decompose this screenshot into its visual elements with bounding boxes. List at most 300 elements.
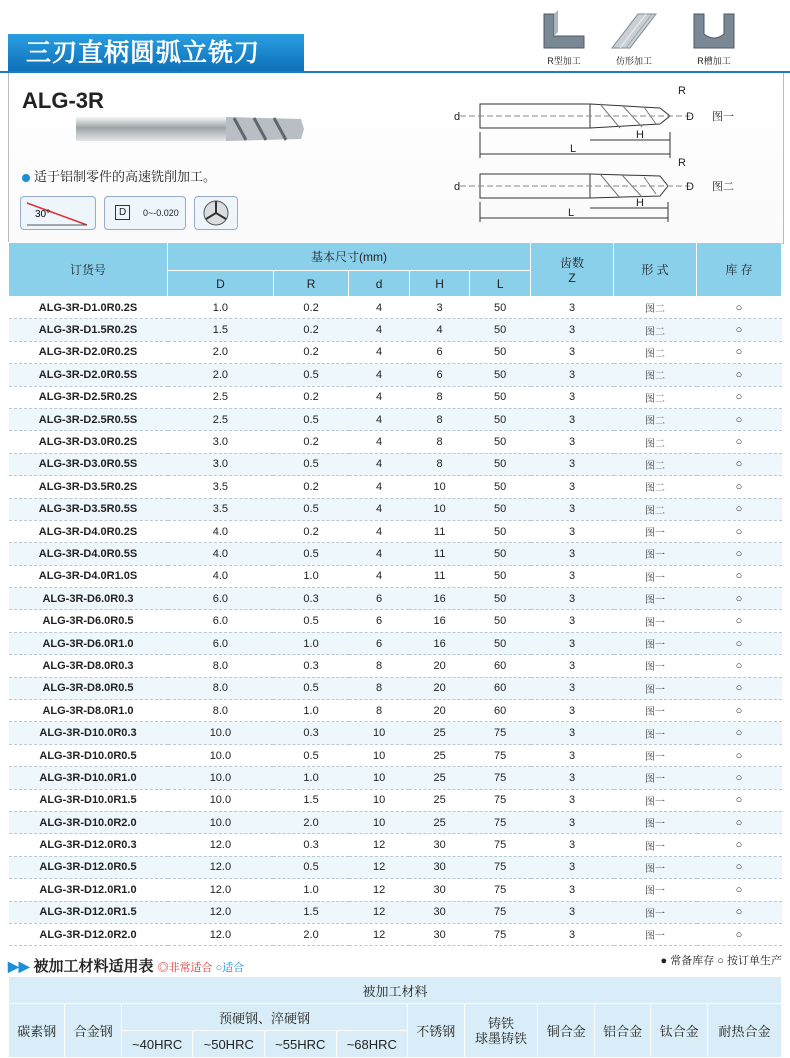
cell-dim-H: 30 — [409, 879, 470, 901]
table-row — [9, 655, 782, 677]
dim-d: d — [454, 111, 461, 123]
cell-dim-d: 4 — [349, 297, 410, 319]
cell-dim-D: 8.0 — [168, 655, 274, 677]
cell-form: 图一 — [614, 767, 697, 789]
dim-L: L — [570, 143, 577, 155]
materials-table — [8, 976, 782, 1058]
cell-stock: ○ — [697, 297, 782, 319]
cell-form: 图一 — [614, 901, 697, 923]
cell-dim-L: 60 — [470, 677, 531, 699]
cell-dim-d: 4 — [349, 543, 410, 565]
cell-flutes: 3 — [531, 923, 614, 945]
cell-dim-d: 6 — [349, 588, 410, 610]
helix-angle-value: 30° — [35, 209, 51, 220]
cell-stock: ○ — [697, 767, 782, 789]
cell-dim-D: 4.0 — [168, 543, 274, 565]
cell-order-code: ALG-3R-D2.0R0.2S — [9, 341, 168, 363]
figure-1-label: 图一 — [712, 111, 734, 123]
cell-dim-R: 1.0 — [273, 565, 349, 587]
cell-order-code: ALG-3R-D12.0R0.5 — [9, 856, 168, 878]
cell-dim-D: 4.0 — [168, 565, 274, 587]
dim-L-2: L — [568, 207, 575, 219]
cell-stock: ○ — [697, 834, 782, 856]
cell-dim-R: 0.5 — [273, 453, 349, 475]
cell-dim-L: 50 — [470, 319, 531, 341]
operation-r-groove — [686, 10, 742, 67]
cell-flutes: 3 — [531, 408, 614, 430]
cell-dim-d: 12 — [349, 856, 410, 878]
cell-form: 图一 — [614, 700, 697, 722]
cell-form: 图一 — [614, 632, 697, 654]
cell-dim-R: 0.2 — [273, 386, 349, 408]
cell-dim-R: 0.5 — [273, 856, 349, 878]
cell-dim-H: 8 — [409, 431, 470, 453]
cell-dim-H: 20 — [409, 700, 470, 722]
mat-col-carbon-steel: 碳素钢 — [9, 1004, 65, 1058]
cell-form: 图一 — [614, 610, 697, 632]
cell-form: 图一 — [614, 834, 697, 856]
cell-flutes: 3 — [531, 341, 614, 363]
cell-order-code: ALG-3R-D4.0R1.0S — [9, 565, 168, 587]
cell-flutes: 3 — [531, 364, 614, 386]
cell-form: 图一 — [614, 677, 697, 699]
cell-dim-H: 8 — [409, 453, 470, 475]
cell-form: 图二 — [614, 408, 697, 430]
dim-r: R — [678, 85, 686, 97]
cell-dim-H: 3 — [409, 297, 470, 319]
cell-form: 图一 — [614, 722, 697, 744]
cell-dim-d: 8 — [349, 700, 410, 722]
table-row — [9, 789, 782, 811]
cell-dim-D: 12.0 — [168, 856, 274, 878]
cell-dim-L: 75 — [470, 856, 531, 878]
cell-dim-L: 75 — [470, 879, 531, 901]
cell-dim-H: 8 — [409, 408, 470, 430]
cell-dim-R: 0.2 — [273, 520, 349, 542]
cell-flutes: 3 — [531, 677, 614, 699]
cell-dim-L: 50 — [470, 341, 531, 363]
cell-dim-L: 75 — [470, 767, 531, 789]
cell-stock: ○ — [697, 319, 782, 341]
cell-dim-L: 50 — [470, 364, 531, 386]
cell-stock: ○ — [697, 341, 782, 363]
table-row — [9, 901, 782, 923]
table-row — [9, 744, 782, 766]
mat-col-hardened-steel: 预硬钢、淬硬钢 — [121, 1004, 407, 1031]
three-flute-icon — [195, 197, 237, 229]
cell-dim-H: 25 — [409, 767, 470, 789]
cell-dim-D: 8.0 — [168, 677, 274, 699]
dim-H-2: H — [636, 197, 644, 209]
bullet-icon — [22, 174, 30, 182]
table-row — [9, 632, 782, 654]
cell-dim-L: 50 — [470, 386, 531, 408]
table-row — [9, 722, 782, 744]
cell-dim-H: 30 — [409, 856, 470, 878]
cell-form: 图一 — [614, 565, 697, 587]
cell-form: 图一 — [614, 789, 697, 811]
cell-form: 图二 — [614, 319, 697, 341]
cell-dim-H: 6 — [409, 364, 470, 386]
cell-order-code: ALG-3R-D10.0R2.0 — [9, 811, 168, 833]
cell-dim-L: 50 — [470, 297, 531, 319]
cell-dim-D: 4.0 — [168, 520, 274, 542]
cell-order-code: ALG-3R-D3.5R0.5S — [9, 498, 168, 520]
tolerance-value: 0~-0.020 — [143, 208, 179, 218]
cell-stock: ○ — [697, 811, 782, 833]
cell-order-code: ALG-3R-D2.5R0.5S — [9, 408, 168, 430]
cell-form: 图一 — [614, 543, 697, 565]
cell-dim-R: 1.0 — [273, 700, 349, 722]
cell-form: 图一 — [614, 811, 697, 833]
cell-order-code: ALG-3R-D6.0R1.0 — [9, 632, 168, 654]
cell-dim-D: 3.0 — [168, 431, 274, 453]
cell-order-code: ALG-3R-D4.0R0.5S — [9, 543, 168, 565]
cell-dim-D: 12.0 — [168, 901, 274, 923]
table-row — [9, 341, 782, 363]
cell-flutes: 3 — [531, 453, 614, 475]
materials-section-title — [8, 955, 244, 976]
cell-dim-H: 25 — [409, 811, 470, 833]
cell-dim-d: 4 — [349, 364, 410, 386]
end-mill-image — [76, 113, 306, 145]
stock-legend: ● 常备库存 ○ 按订单生产 — [660, 955, 782, 967]
cell-dim-H: 25 — [409, 789, 470, 811]
cell-flutes: 3 — [531, 565, 614, 587]
table-row — [9, 408, 782, 430]
cell-dim-D: 10.0 — [168, 811, 274, 833]
cell-flutes: 3 — [531, 386, 614, 408]
cell-dim-L: 50 — [470, 588, 531, 610]
legend-very-suitable: ◎非常适合 — [157, 962, 213, 974]
cell-stock: ○ — [697, 408, 782, 430]
cell-dim-R: 0.2 — [273, 476, 349, 498]
cell-dim-d: 4 — [349, 453, 410, 475]
cell-dim-D: 2.5 — [168, 408, 274, 430]
cell-order-code: ALG-3R-D1.5R0.2S — [9, 319, 168, 341]
cell-dim-H: 10 — [409, 476, 470, 498]
cell-order-code: ALG-3R-D8.0R0.3 — [9, 655, 168, 677]
cell-stock: ○ — [697, 632, 782, 654]
cell-dim-D: 1.5 — [168, 319, 274, 341]
cell-dim-d: 4 — [349, 520, 410, 542]
cell-form: 图二 — [614, 498, 697, 520]
cell-flutes: 3 — [531, 520, 614, 542]
cell-dim-R: 1.5 — [273, 789, 349, 811]
cell-dim-H: 16 — [409, 632, 470, 654]
cell-order-code: ALG-3R-D2.0R0.5S — [9, 364, 168, 386]
mat-col-alloy-steel: 合金钢 — [65, 1004, 121, 1058]
cell-stock: ○ — [697, 364, 782, 386]
cell-dim-D: 6.0 — [168, 610, 274, 632]
table-row — [9, 588, 782, 610]
dim-H: H — [636, 129, 644, 141]
cell-stock: ○ — [697, 722, 782, 744]
cell-stock: ○ — [697, 498, 782, 520]
legend-suitable: ○适合 — [215, 962, 245, 974]
cell-flutes: 3 — [531, 901, 614, 923]
cell-dim-d: 12 — [349, 834, 410, 856]
cell-order-code: ALG-3R-D12.0R1.5 — [9, 901, 168, 923]
cell-flutes: 3 — [531, 319, 614, 341]
spec-table — [8, 242, 782, 946]
dim-r-2: R — [678, 157, 686, 169]
cell-stock: ○ — [697, 565, 782, 587]
cell-dim-d: 12 — [349, 923, 410, 945]
cell-dim-L: 50 — [470, 408, 531, 430]
figure-2-label: 图二 — [712, 181, 734, 193]
cell-dim-D: 3.0 — [168, 453, 274, 475]
cell-stock: ○ — [697, 901, 782, 923]
cell-dim-L: 50 — [470, 610, 531, 632]
cell-dim-L: 50 — [470, 431, 531, 453]
cell-dim-D: 3.5 — [168, 498, 274, 520]
operation-r-profile — [536, 10, 592, 67]
table-row — [9, 677, 782, 699]
cell-stock: ○ — [697, 520, 782, 542]
cell-dim-L: 50 — [470, 543, 531, 565]
cell-flutes: 3 — [531, 588, 614, 610]
cell-flutes: 3 — [531, 431, 614, 453]
table-row — [9, 386, 782, 408]
cell-flutes: 3 — [531, 767, 614, 789]
cell-dim-H: 25 — [409, 744, 470, 766]
table-row — [9, 364, 782, 386]
cell-dim-d: 4 — [349, 408, 410, 430]
table-row — [9, 297, 782, 319]
table-row — [9, 498, 782, 520]
cell-order-code: ALG-3R-D12.0R1.0 — [9, 879, 168, 901]
cell-dim-R: 1.0 — [273, 767, 349, 789]
double-arrow-icon: ▶▶ — [8, 958, 30, 974]
cell-dim-D: 2.5 — [168, 386, 274, 408]
header-stock: 库 存 — [697, 243, 782, 297]
feature-text — [22, 166, 216, 185]
helix-angle-badge — [20, 196, 96, 230]
technical-drawing — [450, 82, 750, 232]
cell-order-code: ALG-3R-D12.0R0.3 — [9, 834, 168, 856]
table-row — [9, 879, 782, 901]
cell-form: 图二 — [614, 364, 697, 386]
tolerance-d-label: D — [115, 205, 130, 220]
cell-flutes: 3 — [531, 856, 614, 878]
cell-order-code: ALG-3R-D10.0R0.5 — [9, 744, 168, 766]
cell-form: 图二 — [614, 476, 697, 498]
cell-dim-R: 0.2 — [273, 319, 349, 341]
cell-form: 图二 — [614, 297, 697, 319]
cell-flutes: 3 — [531, 834, 614, 856]
cell-dim-D: 12.0 — [168, 923, 274, 945]
cell-dim-d: 6 — [349, 610, 410, 632]
cell-dim-H: 8 — [409, 386, 470, 408]
table-row — [9, 453, 782, 475]
cell-dim-d: 4 — [349, 341, 410, 363]
cell-flutes: 3 — [531, 879, 614, 901]
dim-D: D — [686, 111, 694, 123]
cell-dim-D: 1.0 — [168, 297, 274, 319]
operation-icons — [536, 10, 786, 70]
cell-flutes: 3 — [531, 744, 614, 766]
cell-form: 图一 — [614, 655, 697, 677]
table-row — [9, 319, 782, 341]
cell-flutes: 3 — [531, 610, 614, 632]
cell-stock: ○ — [697, 431, 782, 453]
cell-dim-R: 0.5 — [273, 498, 349, 520]
cell-dim-R: 0.3 — [273, 655, 349, 677]
mat-col-heat-resistant: 耐热合金 — [707, 1004, 781, 1058]
cell-dim-H: 30 — [409, 923, 470, 945]
cell-dim-L: 50 — [470, 476, 531, 498]
cell-dim-R: 0.5 — [273, 610, 349, 632]
cell-dim-R: 0.3 — [273, 588, 349, 610]
cell-dim-d: 12 — [349, 879, 410, 901]
cell-dim-R: 0.2 — [273, 297, 349, 319]
header-dim-d: d — [349, 271, 410, 297]
table-row — [9, 834, 782, 856]
cell-form: 图一 — [614, 856, 697, 878]
tolerance-badge — [104, 196, 186, 230]
hrc-50: ~50HRC — [193, 1031, 265, 1058]
cell-dim-d: 10 — [349, 789, 410, 811]
cell-dim-H: 10 — [409, 498, 470, 520]
cell-dim-d: 10 — [349, 811, 410, 833]
model-name: ALG-3R — [22, 88, 104, 113]
cell-order-code: ALG-3R-D1.0R0.2S — [9, 297, 168, 319]
header-dim-R: R — [273, 271, 349, 297]
cell-dim-R: 2.0 — [273, 811, 349, 833]
cell-dim-R: 1.0 — [273, 879, 349, 901]
cell-stock: ○ — [697, 543, 782, 565]
cell-dim-R: 0.2 — [273, 341, 349, 363]
cell-dim-L: 75 — [470, 834, 531, 856]
operation-label: R型加工 — [547, 56, 581, 66]
cell-dim-D: 6.0 — [168, 632, 274, 654]
cell-dim-d: 4 — [349, 565, 410, 587]
table-row — [9, 856, 782, 878]
cell-dim-L: 60 — [470, 655, 531, 677]
flute-badge — [194, 196, 238, 230]
cell-dim-D: 2.0 — [168, 341, 274, 363]
cell-order-code: ALG-3R-D6.0R0.3 — [9, 588, 168, 610]
cell-dim-d: 4 — [349, 431, 410, 453]
cell-dim-L: 50 — [470, 520, 531, 542]
cell-stock: ○ — [697, 476, 782, 498]
cell-stock: ○ — [697, 453, 782, 475]
cell-dim-R: 0.5 — [273, 364, 349, 386]
cell-stock: ○ — [697, 610, 782, 632]
header-basic-dims: 基本尺寸(mm) — [168, 243, 531, 271]
cell-form: 图一 — [614, 744, 697, 766]
cell-dim-R: 0.3 — [273, 834, 349, 856]
cell-dim-R: 0.5 — [273, 744, 349, 766]
cell-flutes: 3 — [531, 789, 614, 811]
table-row — [9, 610, 782, 632]
cell-stock: ○ — [697, 744, 782, 766]
cell-flutes: 3 — [531, 700, 614, 722]
cell-dim-d: 8 — [349, 677, 410, 699]
cell-order-code: ALG-3R-D12.0R2.0 — [9, 923, 168, 945]
cell-dim-R: 0.3 — [273, 722, 349, 744]
cell-stock: ○ — [697, 588, 782, 610]
cell-dim-H: 11 — [409, 565, 470, 587]
cell-dim-D: 12.0 — [168, 834, 274, 856]
cell-order-code: ALG-3R-D4.0R0.2S — [9, 520, 168, 542]
header-dim-H: H — [409, 271, 470, 297]
r-groove-icon — [690, 10, 738, 50]
cell-dim-D: 10.0 — [168, 789, 274, 811]
cell-dim-D: 12.0 — [168, 879, 274, 901]
mat-col-cast-iron: 铸铁 球墨铸铁 — [464, 1004, 538, 1058]
cell-order-code: ALG-3R-D3.5R0.2S — [9, 476, 168, 498]
cell-order-code: ALG-3R-D8.0R0.5 — [9, 677, 168, 699]
feature-label: 适于铝制零件的高速铣削加工。 — [34, 169, 217, 184]
table-row — [9, 700, 782, 722]
hrc-68: ~68HRC — [336, 1031, 408, 1058]
cell-form: 图一 — [614, 879, 697, 901]
cell-dim-d: 6 — [349, 632, 410, 654]
cell-dim-d: 8 — [349, 655, 410, 677]
cell-dim-R: 0.5 — [273, 543, 349, 565]
cell-dim-H: 11 — [409, 543, 470, 565]
header-flutes-label: 齿数 — [559, 256, 584, 270]
cell-flutes: 3 — [531, 476, 614, 498]
table-row — [9, 476, 782, 498]
cell-stock: ○ — [697, 700, 782, 722]
cell-dim-d: 4 — [349, 476, 410, 498]
cell-order-code: ALG-3R-D10.0R1.5 — [9, 789, 168, 811]
cell-dim-H: 4 — [409, 319, 470, 341]
cell-flutes: 3 — [531, 722, 614, 744]
cell-dim-H: 25 — [409, 722, 470, 744]
cell-order-code: ALG-3R-D8.0R1.0 — [9, 700, 168, 722]
cell-stock: ○ — [697, 856, 782, 878]
cell-dim-d: 10 — [349, 744, 410, 766]
cell-flutes: 3 — [531, 655, 614, 677]
cell-order-code: ALG-3R-D10.0R0.3 — [9, 722, 168, 744]
cell-flutes: 3 — [531, 543, 614, 565]
table-row — [9, 811, 782, 833]
cell-dim-d: 4 — [349, 319, 410, 341]
cell-dim-D: 6.0 — [168, 588, 274, 610]
cell-dim-d: 10 — [349, 722, 410, 744]
cell-dim-L: 50 — [470, 632, 531, 654]
cell-dim-H: 11 — [409, 520, 470, 542]
cell-dim-d: 10 — [349, 767, 410, 789]
cell-stock: ○ — [697, 386, 782, 408]
cell-dim-L: 50 — [470, 498, 531, 520]
cell-dim-H: 20 — [409, 655, 470, 677]
cell-dim-H: 16 — [409, 610, 470, 632]
cell-dim-D: 10.0 — [168, 744, 274, 766]
mat-col-aluminum: 铝合金 — [594, 1004, 650, 1058]
cell-form: 图一 — [614, 588, 697, 610]
cell-dim-D: 10.0 — [168, 722, 274, 744]
table-row — [9, 431, 782, 453]
header-dim-D: D — [168, 271, 274, 297]
header-dim-L: L — [470, 271, 531, 297]
cell-form: 图二 — [614, 453, 697, 475]
cell-dim-H: 30 — [409, 834, 470, 856]
mat-col-stainless: 不锈钢 — [408, 1004, 464, 1058]
cell-stock: ○ — [697, 655, 782, 677]
page-title: 三刃直柄圆弧立铣刀 — [8, 34, 304, 72]
contour-icon — [610, 10, 658, 50]
header-flutes-sub: Z — [568, 271, 576, 285]
cell-dim-R: 1.5 — [273, 901, 349, 923]
cell-dim-L: 50 — [470, 453, 531, 475]
cell-flutes: 3 — [531, 632, 614, 654]
cell-flutes: 3 — [531, 811, 614, 833]
